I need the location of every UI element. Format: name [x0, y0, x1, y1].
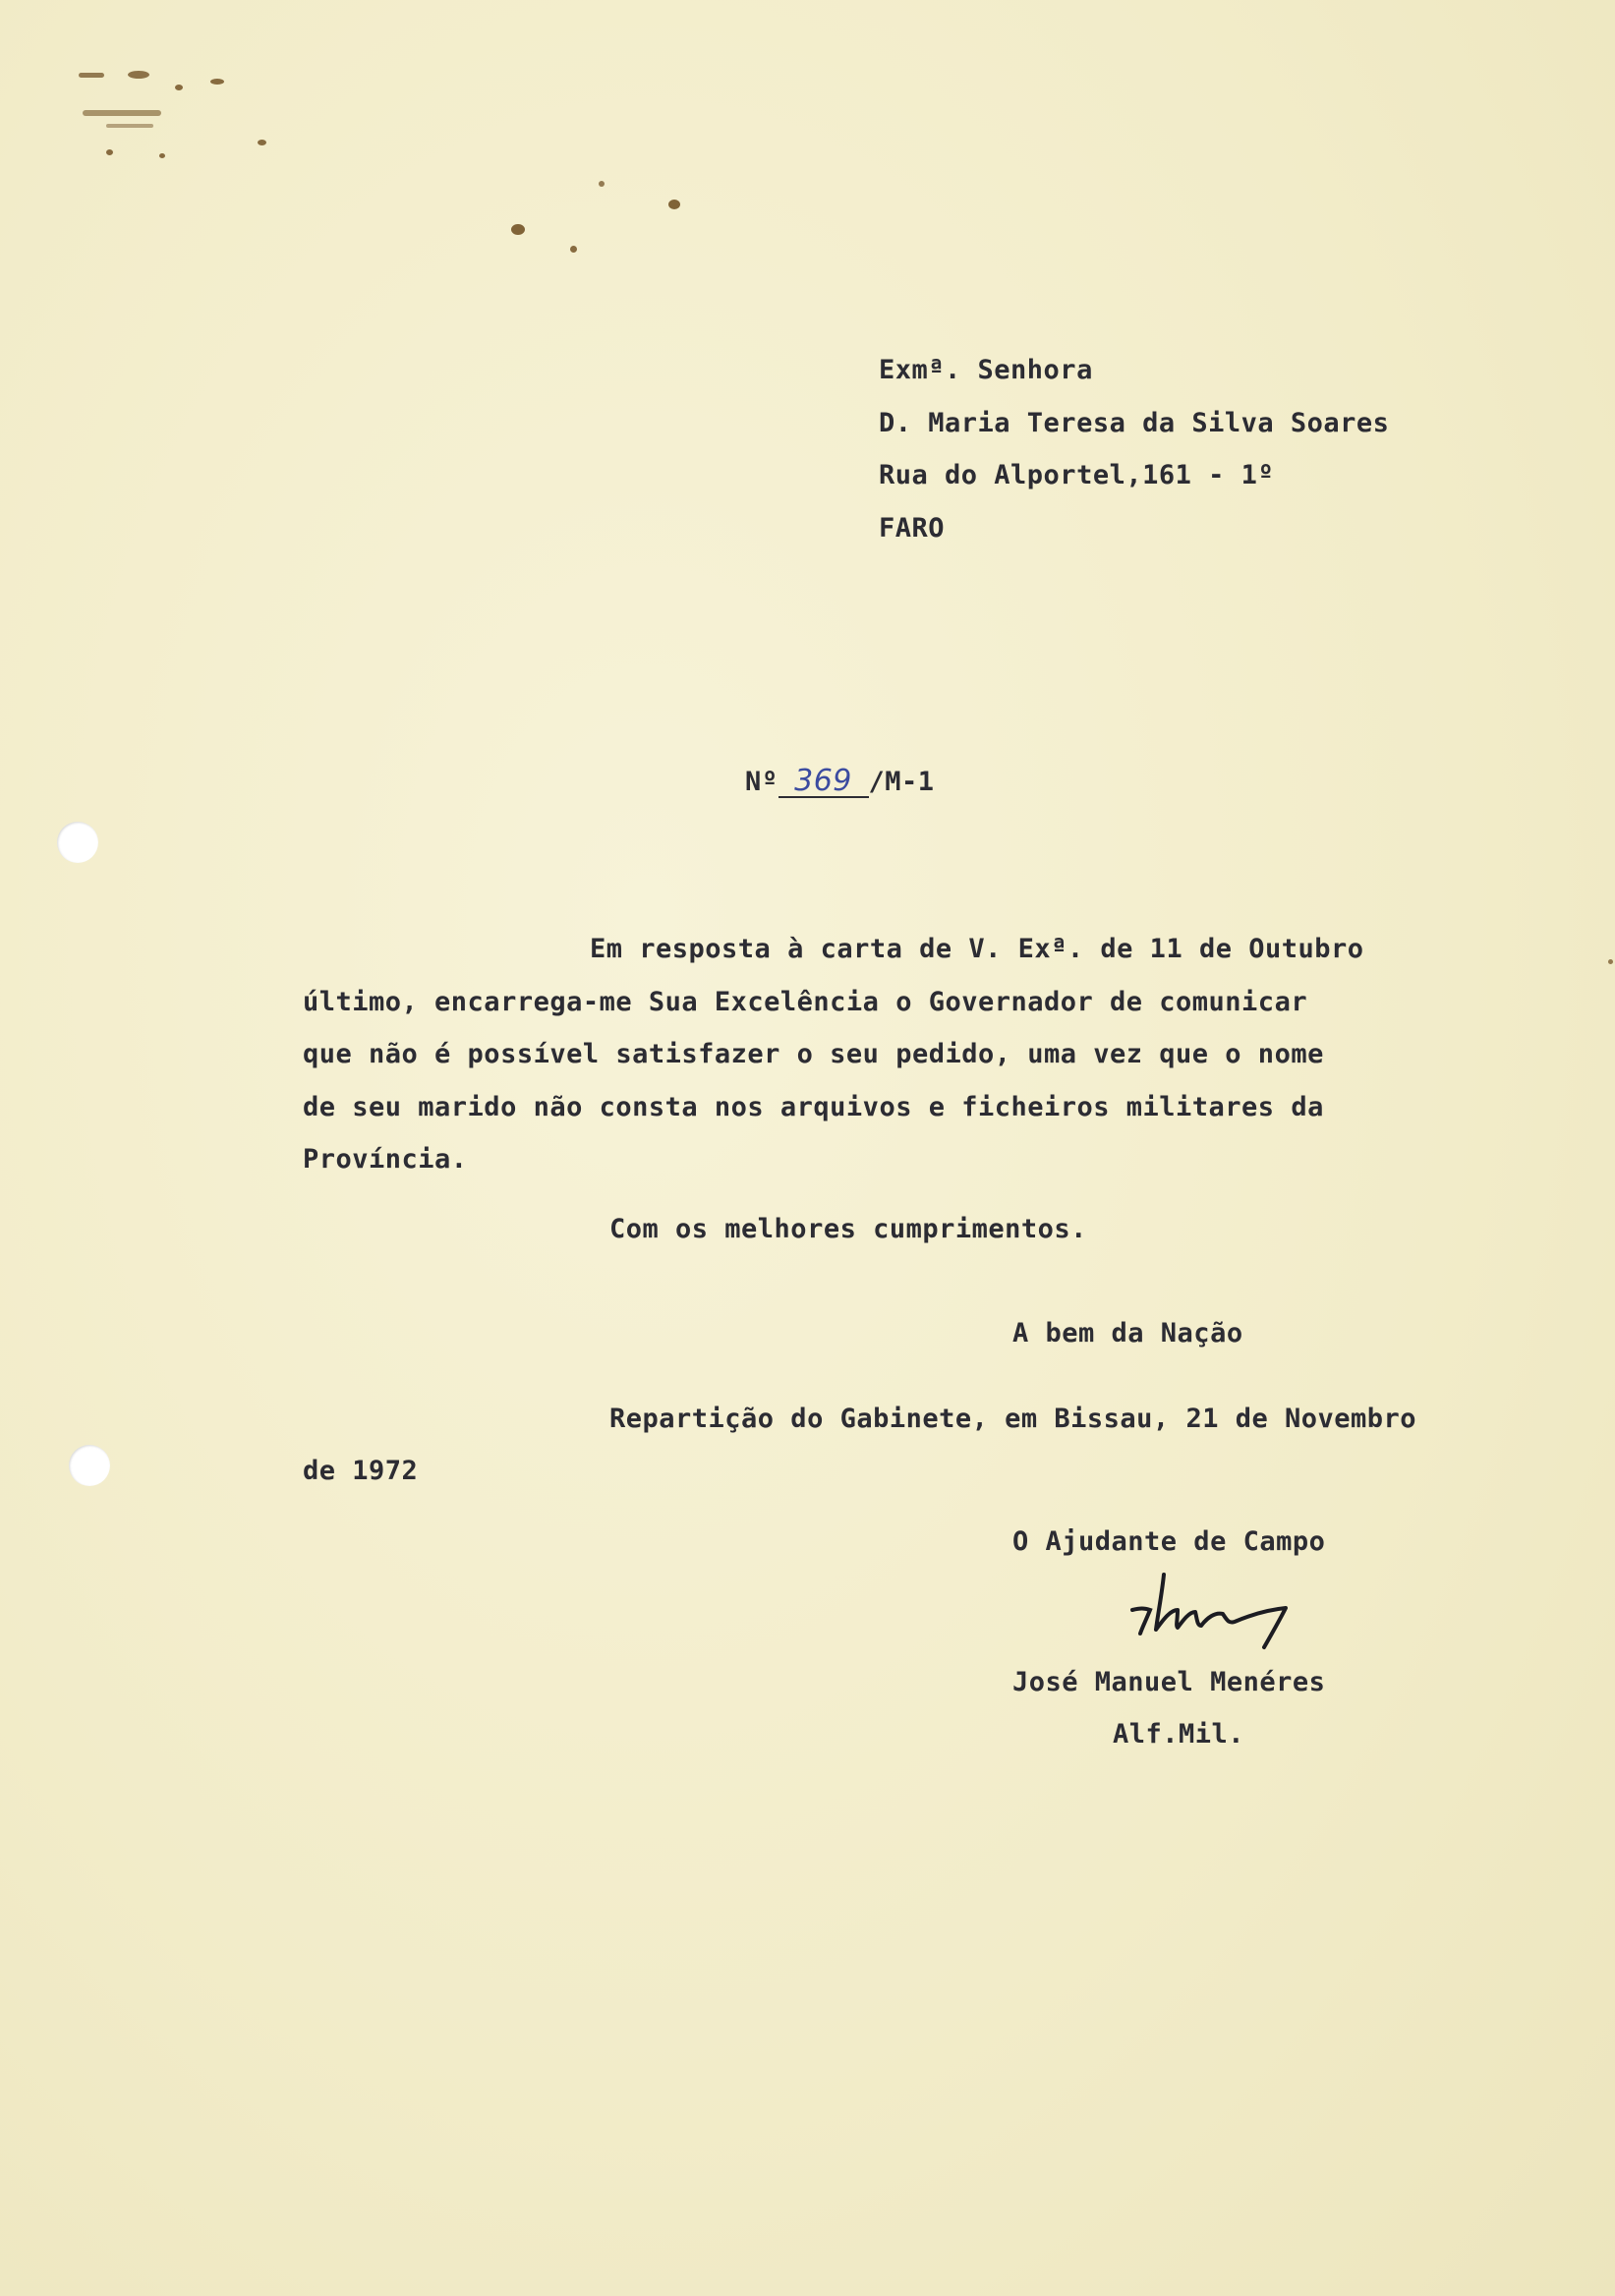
body-line-5: Província.: [303, 1144, 468, 1175]
rust-stain: [128, 71, 149, 79]
reference-line: [745, 764, 935, 798]
reference-suffix: /M-1: [868, 767, 935, 797]
place-date-line-1: Repartição do Gabinete, em Bissau, 21 de Novembro: [609, 1404, 1417, 1434]
reference-number: 369: [779, 767, 869, 798]
recipient-salutation: Exmª. Senhora: [879, 355, 1093, 385]
punch-hole-lower: [69, 1445, 110, 1486]
punch-hole-upper: [57, 822, 98, 863]
rust-stain: [1608, 959, 1613, 964]
rust-stain: [570, 246, 577, 253]
rust-stain: [106, 124, 153, 128]
rust-stain: [175, 85, 183, 90]
signatory-rank: Alf.Mil.: [1113, 1719, 1245, 1750]
rust-stain: [599, 181, 605, 187]
motto-line: A bem da Nação: [1012, 1318, 1243, 1349]
rust-stain: [79, 73, 104, 78]
body-line-3: que não é possível satisfazer o seu pedido, uma vez que o nome: [303, 1039, 1324, 1069]
closing-line: Com os melhores cumprimentos.: [609, 1214, 1087, 1244]
recipient-city: FARO: [879, 513, 946, 544]
reference-prefix: Nº: [745, 767, 779, 797]
recipient-name: D. Maria Teresa da Silva Soares: [879, 408, 1390, 438]
rust-stain: [511, 224, 525, 235]
body-line-4: de seu marido não consta nos arquivos e ficheiros militares da: [303, 1092, 1324, 1122]
rust-stain: [258, 140, 266, 145]
rust-stain: [210, 79, 224, 85]
rust-stain: [668, 200, 680, 209]
body-line-1: Em resposta à carta de V. Exª. de 11 de Outubro: [590, 934, 1364, 964]
signatory-title: O Ajudante de Campo: [1012, 1526, 1326, 1557]
handwritten-signature: [1121, 1565, 1356, 1663]
recipient-street: Rua do Alportel,161 - 1º: [879, 460, 1275, 490]
place-date-line-2: de 1972: [303, 1456, 419, 1486]
signatory-name: José Manuel Menéres: [1012, 1667, 1326, 1697]
rust-stain: [106, 149, 113, 155]
body-line-2: último, encarrega-me Sua Excelência o Governador de comunicar: [303, 987, 1308, 1017]
rust-stain: [83, 110, 161, 116]
rust-stain: [159, 153, 165, 158]
